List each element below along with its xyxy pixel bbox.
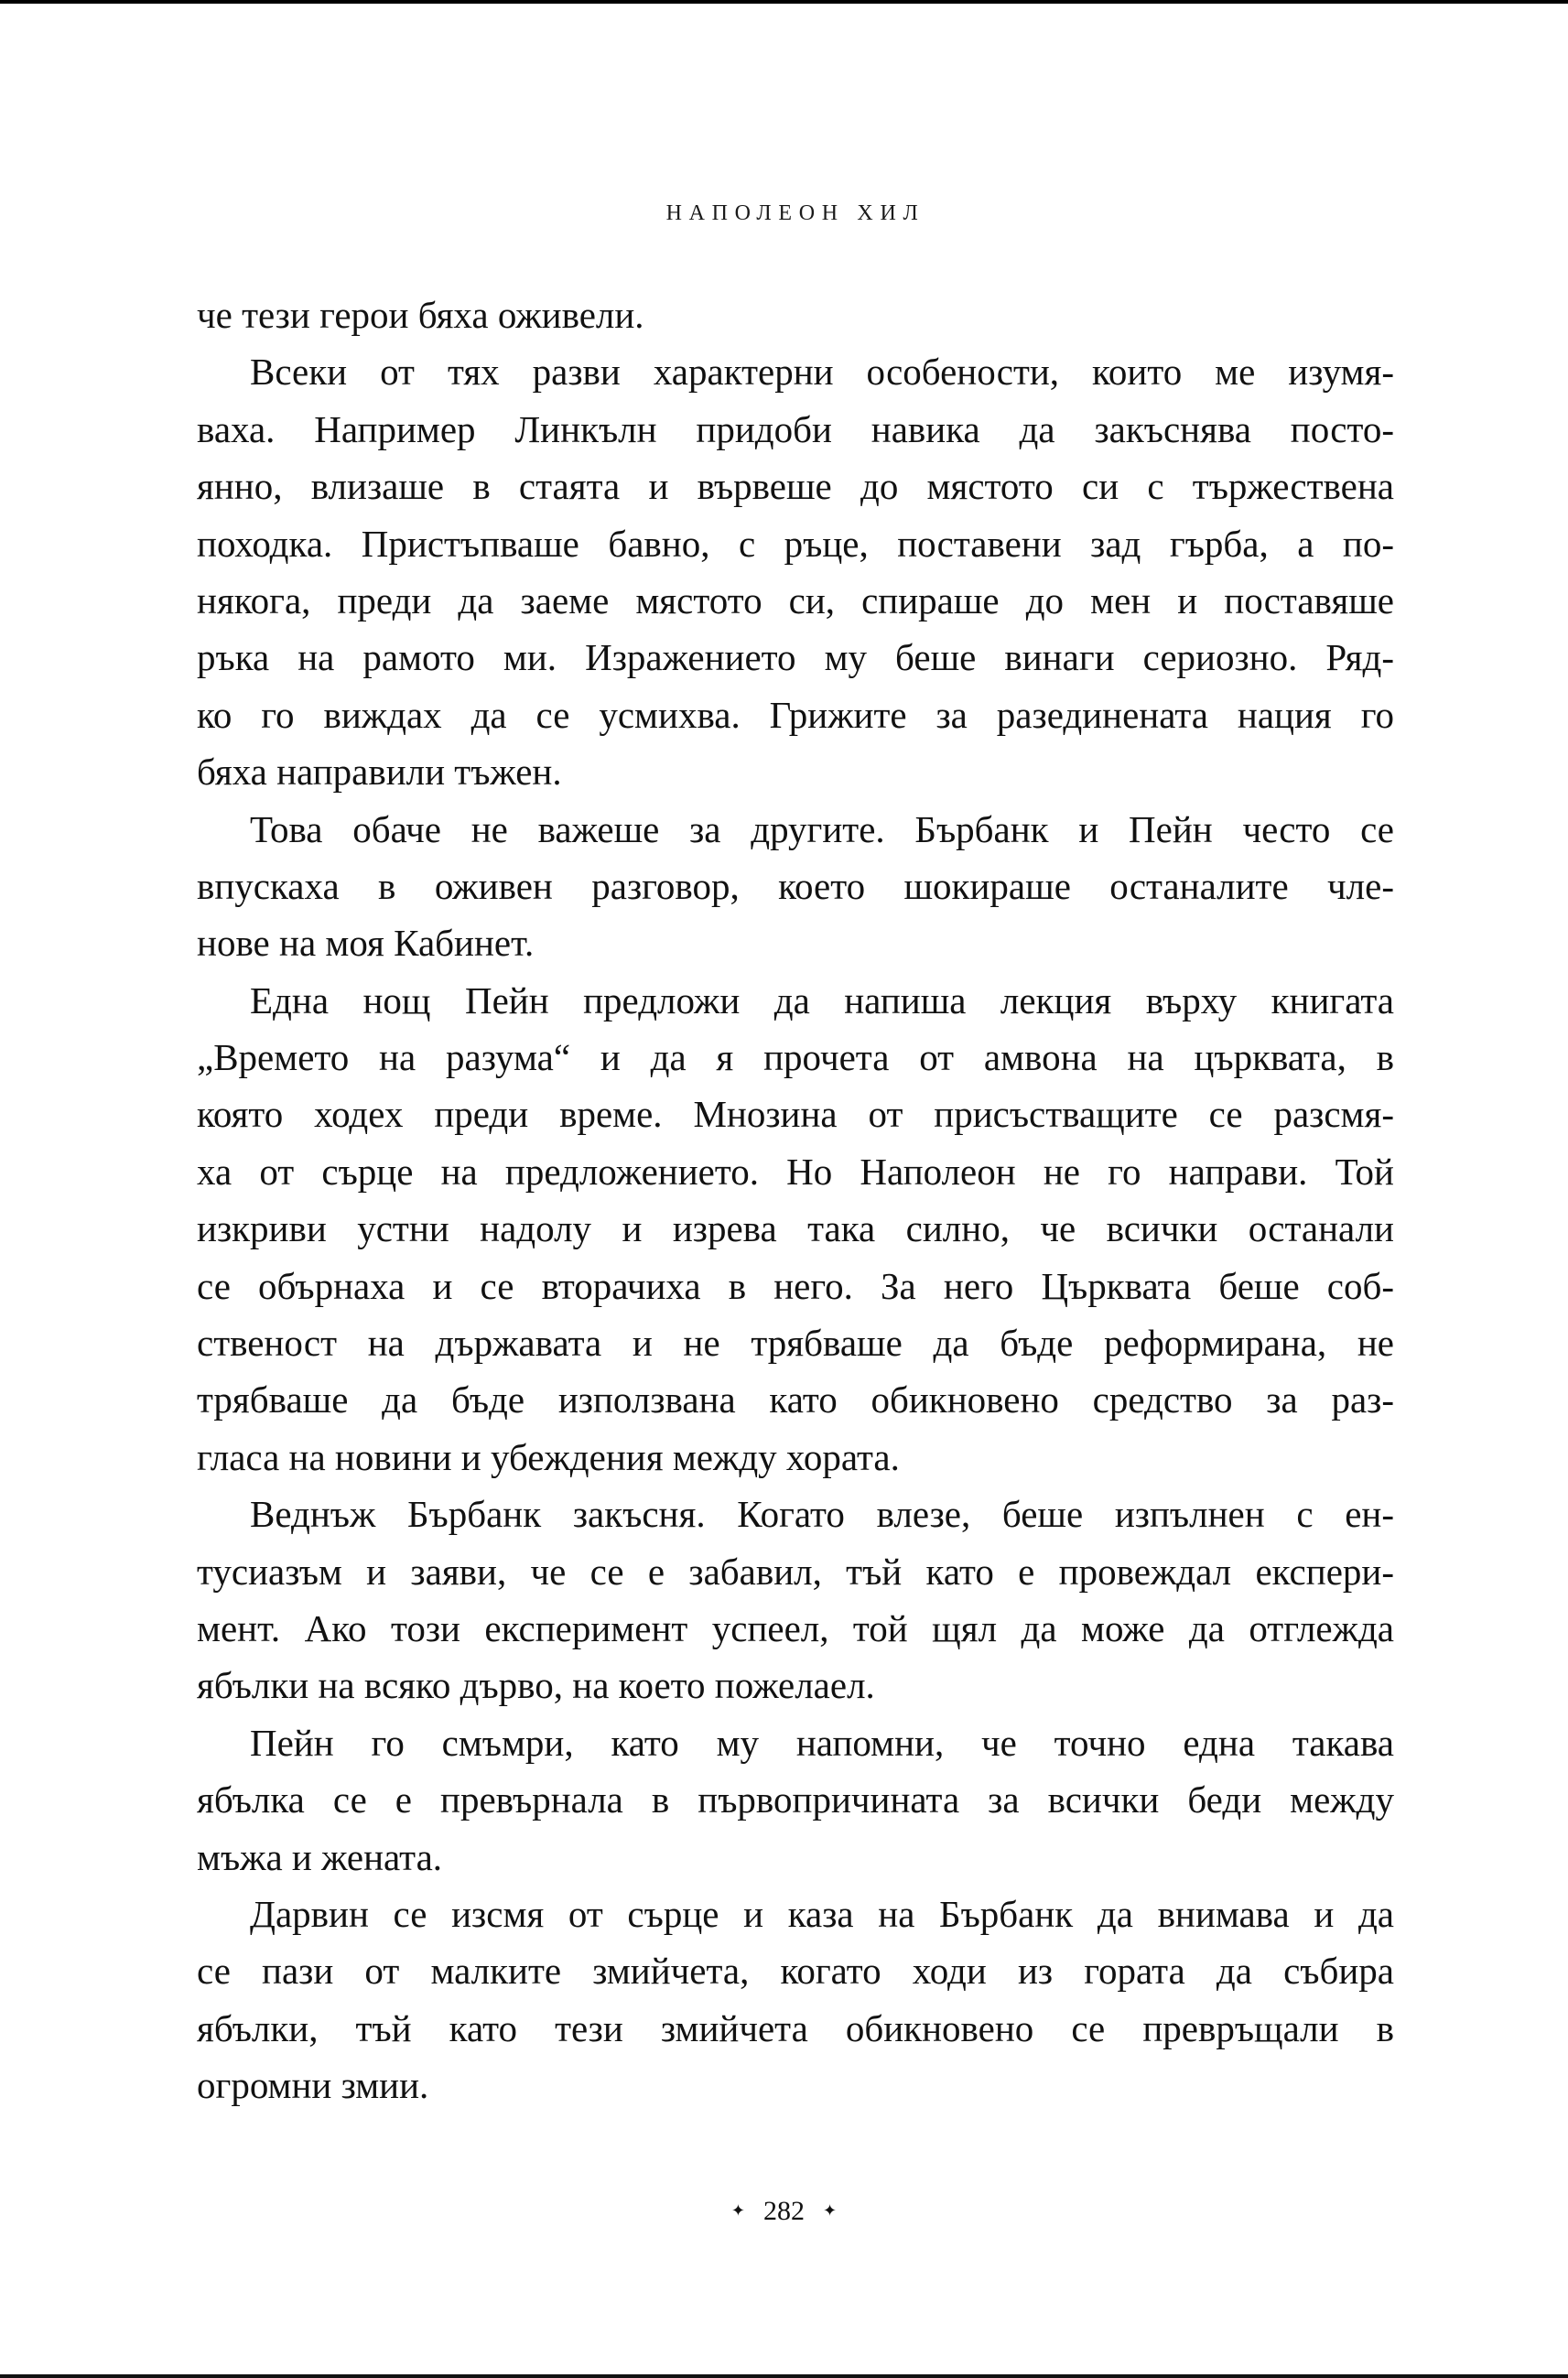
text-line: ственост на държавата и не трябваше да бъде реформирана, не <box>197 1322 1394 1365</box>
text-line: гласа на новини и убеждения между хората. <box>197 1435 900 1478</box>
four-pointed-star-icon: ✦ <box>730 2201 745 2221</box>
text-line: „Времето на разума“ и да я прочета от амвона на църквата, в <box>197 1036 1394 1079</box>
paragraph <box>197 801 1394 972</box>
page-bottom-border <box>0 2374 1568 2378</box>
text-line: ябълка се е превърнала в първопричината за всички беди между <box>197 1778 1394 1821</box>
text-line: ръка на рамото ми. Изражението му беше винаги сериозно. Ряд- <box>197 636 1394 679</box>
text-line: че тези герои бяха оживели. <box>197 294 644 336</box>
text-line: янно, влизаше в стаята и вървеше до мястото си с тържествена <box>197 465 1394 508</box>
paragraph <box>197 1486 1394 1714</box>
text-line: тусиазъм и заяви, че се е забавил, тъй като е провеждал експери- <box>197 1550 1394 1593</box>
text-line: походка. Пристъпваше бавно, с ръце, поставени зад гърба, а по- <box>197 522 1394 565</box>
paragraph <box>197 343 1394 800</box>
text-line: нове на моя Кабинет. <box>197 922 535 965</box>
text-line: Всеки от тях разви характерни особености, които ме изумя- <box>250 351 1394 394</box>
paragraph <box>197 1886 1394 2114</box>
text-line: Това обаче не важеше за другите. Бърбанк и Пейн често се <box>250 807 1394 850</box>
text-line: впускаха в оживен разговор, което шокираше останалите чле- <box>197 864 1394 907</box>
text-line: изкриви устни надолу и изрева така силно, че всички останали <box>197 1207 1394 1250</box>
four-pointed-star-icon: ✦ <box>823 2201 838 2221</box>
text-line: мъжа и жената. <box>197 1835 443 1878</box>
running-head-author: НАПОЛЕОН ХИЛ <box>665 201 925 225</box>
page-top-border <box>0 0 1568 4</box>
paragraph <box>197 1714 1394 1886</box>
text-line: се пази от малките змийчета, когато ходи из гората да събира <box>197 1950 1394 1993</box>
text-line: Дарвин се изсмя от сърце и каза на Бърбанк да внимава и да <box>250 1892 1394 1935</box>
text-line: Пейн го смъмри, като му напомни, че точно една такава <box>250 1721 1394 1764</box>
paragraph <box>197 286 1394 343</box>
text-line: ваха. Например Линкълн придоби навика да закъснява посто- <box>197 407 1394 450</box>
text-line: ха от сърце на предложението. Но Наполеон не го направи. Той <box>197 1150 1394 1193</box>
text-line: ябълки, тъй като тези змийчета обикновено се превръщали в <box>197 2006 1394 2049</box>
text-line: Веднъж Бърбанк закъсня. Когато влезе, беше изпълнен с ен- <box>250 1493 1394 1536</box>
body-text <box>197 286 1394 2114</box>
page-footer <box>0 2195 1568 2228</box>
text-line: огромни змии. <box>197 2064 429 2107</box>
text-line: ко го виждах да се усмихва. Грижите за разединената нация го <box>197 693 1394 736</box>
text-line: някога, преди да заеме мястото си, спираше до мен и поставяше <box>197 578 1394 622</box>
text-line: мент. Ако този експеримент успеел, той щял да може да отглежда <box>197 1606 1394 1649</box>
text-line: се обърнаха и се вторачиха в него. За него Църквата беше соб- <box>197 1264 1394 1307</box>
text-line: Една нощ Пейн предложи да напиша лекция върху книгата <box>250 978 1394 1021</box>
text-line: трябваше да бъде използвана като обикновено средство за раз- <box>197 1378 1394 1421</box>
text-line: ябълки на всяко дърво, на което пожелаел. <box>197 1664 875 1707</box>
text-line: която ходех преди време. Мнозина от присъстващите се разсмя- <box>197 1093 1394 1136</box>
page-number: 282 <box>763 2196 805 2226</box>
text-line: бяха направили тъжен. <box>197 751 562 794</box>
paragraph <box>197 972 1394 1486</box>
